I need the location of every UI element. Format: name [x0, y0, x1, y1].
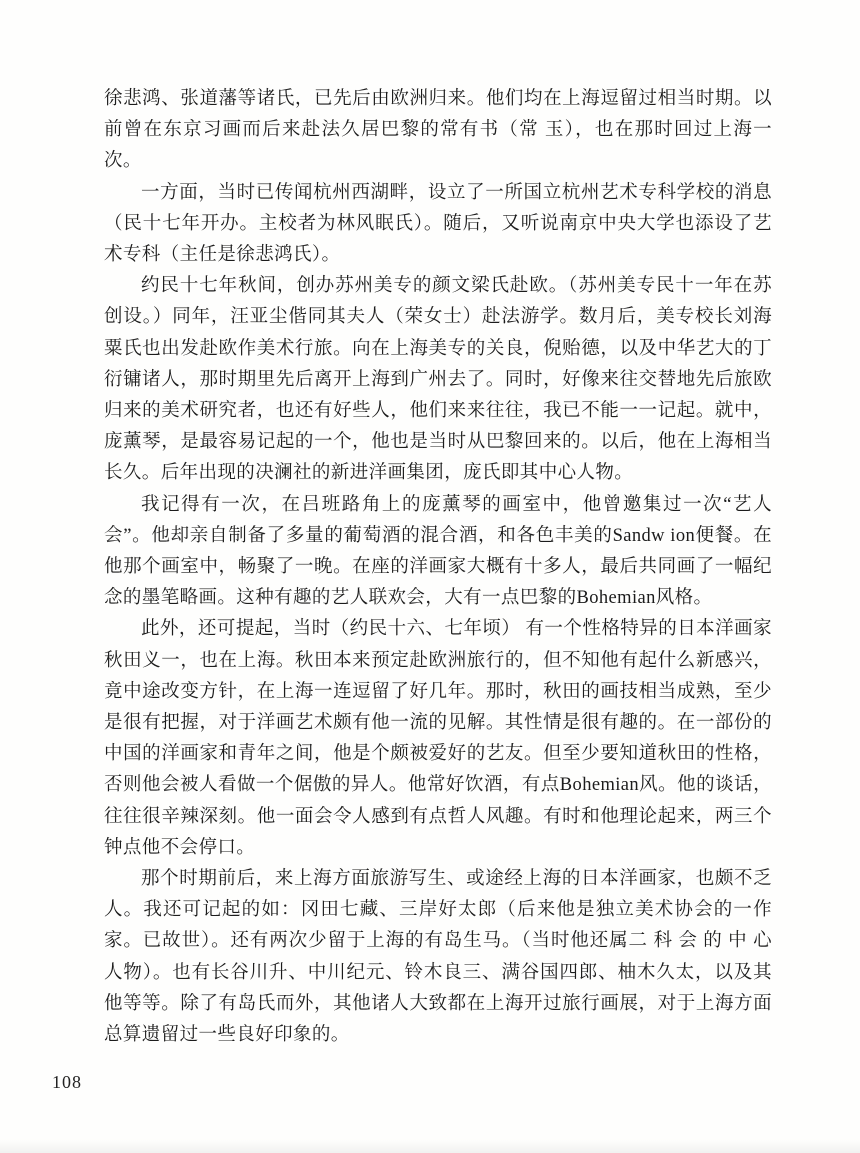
paragraph: 一方面，当时已传闻杭州西湖畔，设立了一所国立杭州艺术专科学校的消息（民十七年开办。主校者为林风眠氏）。随后，又听说南京中央大学也添设了艺术专科（主任是徐悲鸿氏）。: [104, 182, 772, 266]
paragraph: 此外，还可提起，当时（约民十六、七年顷） 有一个性格特异的日本洋画家秋田义一，也在上海。秋田本来预定赴欧洲旅行的，但不知他有起什么新感兴，竟中途改变方针，在上海一连逗留了好几年。那时，秋田的画技相当成熟，至少是很有把握，对于洋画艺术颇有他一流的见解。其性情是很有趣的。在一部份的中国的洋画家和青年之间，他是个颇被爱好的艺友。但至少要知道秋田的性格，否则他会被人看做一个倨傲的异人。他常好饮酒，有点Bohemian风。他的谈话，往往很辛辣深刻。他一面会令人感到有点哲人风趣。有时和他理论起来，两三个钟点他不会停口。: [104, 619, 772, 858]
page-number: 108: [52, 1072, 82, 1092]
paragraph: 约民十七年秋间，创办苏州美专的颜文梁氏赴欧。（苏州美专民十一年在苏创设。）同年，汪亚尘偕同其夫人（荣女士）赴法游学。数月后，美专校长刘海粟氏也出发赴欧作美术行旅。向在上海美专的关良，倪贻德，以及中华艺大的丁衍镛诸人，那时期里先后离开上海到广州去了。同时，好像来往交替地先后旅欧归来的美术研究者，也还有好些人，他们来来往往，我已不能一一记起。就中，庞薰琴，是最容易记起的一个，他也是当时从巴黎回来的。以后，他在上海相当长久。后年出现的决澜社的新进洋画集团，庞氏即其中心人物。: [104, 276, 772, 484]
text-column: [104, 84, 772, 1051]
paragraph: 我记得有一次，在吕班路角上的庞薰琴的画室中，他曾邀集过一次“艺人会”。他却亲自制备了多量的葡萄酒的混合酒，和各色丰美的Sandw ion便餐。在他那个画室中，畅聚了一晚。在座的洋画家大概有十多人，最后共同画了一幅纪念的墨笔略画。这种有趣的艺人联欢会，大有一点巴黎的Bohemian风格。: [104, 494, 772, 609]
paragraph: 徐悲鸿、张道藩等诸氏，已先后由欧洲归来。他们均在上海逗留过相当时期。以前曾在东京习画而后来赴法久居巴黎的常有书（常 玉），也在那时回过上海一次。: [104, 89, 772, 172]
paragraph: 那个时期前后，来上海方面旅游写生、或途经上海的日本洋画家，也颇不乏人。我还可记起的如：冈田七藏、三岸好太郎（后来他是独立美术协会的一作家。已故世）。还有两次少留于上海的有岛生马。（当时他还属二 科 会 的 中 心人物）。也有长谷川升、中川纪元、铃木良三、满谷国四郎、柚木久太，以及其他等等。除了有岛氏而外，其他诸人大致都在上海开过旅行画展，对于上海方面总算遗留过一些良好印象的。: [104, 869, 772, 1046]
